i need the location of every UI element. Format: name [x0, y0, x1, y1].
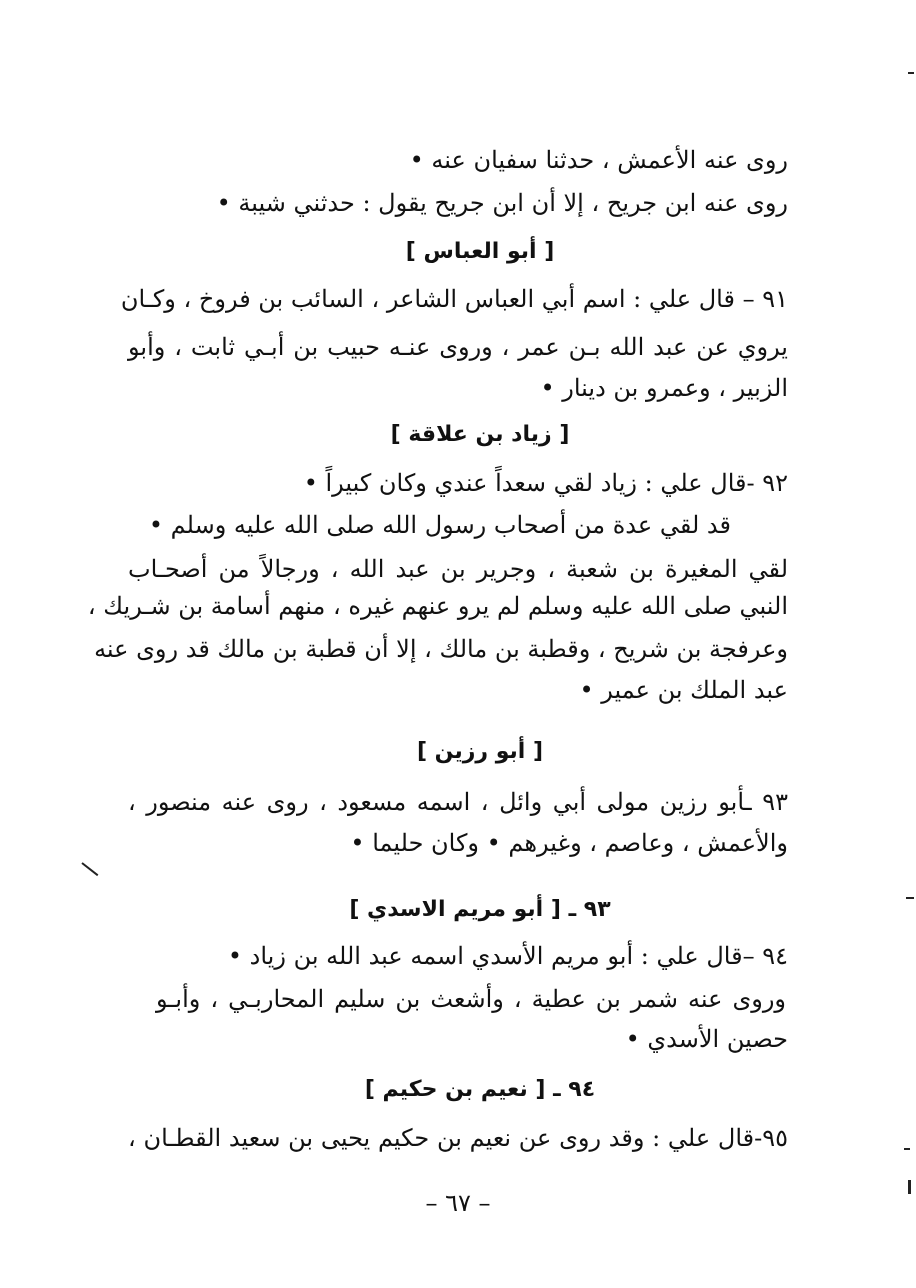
text-line-9: النبي صلى الله عليه وسلم لم يرو عنهم غيره ، منهم أسامة بن شـريك ،: [87, 592, 788, 620]
scan-mark: [81, 862, 98, 876]
text-line-16: حصين الأسدي •: [625, 1025, 788, 1053]
scan-mark: [906, 897, 914, 899]
section-heading-abu-razin: [ أبو رزين ]: [416, 739, 544, 764]
text-line-12: ٩٣ ـأبو رزين مولى أبي وائل ، اسمه مسعود ، روى عنه منصور ،: [128, 788, 788, 816]
text-line-13: والأعمش ، وعاصم ، وغيرهم • وكان حليما •: [350, 829, 788, 857]
scan-mark: [908, 72, 914, 74]
text-line-8: لقي المغيرة بن شعبة ، وجرير بن عبد الله ، ورجالاً من أصحـاب: [128, 555, 788, 583]
page-number: – ٦٧ –: [425, 1189, 491, 1217]
text-line-4: يروي عن عبد الله بـن عمر ، وروى عنـه حبيب بن أبـي ثابت ، وأبو: [128, 333, 788, 361]
section-heading-abu-maryam: ٩٣ ـ [ أبو مريم الاسدي ]: [349, 897, 611, 922]
text-line-17: ٩٥-قال علي : وقد روى عن نعيم بن حكيم يحيى بن سعيد القطـان ،: [128, 1124, 788, 1152]
text-line-6: ٩٢ -قال علي : زياد لقي سعداً عندي وكان كبيراً •: [303, 469, 788, 497]
text-line-15: وروى عنه شمر بن عطية ، وأشعث بن سليم المحاربـي ، وأبـو: [156, 985, 786, 1013]
section-heading-nuaym: ٩٤ ـ [ نعيم بن حكيم ]: [364, 1077, 596, 1102]
text-line-3: ٩١ – قال علي : اسم أبي العباس الشاعر ، السائب بن فروخ ، وكـان: [120, 285, 788, 313]
text-line-5: الزبير ، وعمرو بن دينار •: [540, 374, 788, 402]
text-line-7: قد لقي عدة من أصحاب رسول الله صلى الله عليه وسلم •: [148, 511, 731, 539]
text-line-1: روى عنه الأعمش ، حدثنا سفيان عنه •: [409, 146, 788, 174]
section-heading-ziyad: [ زياد بن علاقة ]: [390, 422, 570, 447]
text-line-14: ٩٤ –قال علي : أبو مريم الأسدي اسمه عبد الله بن زياد •: [227, 942, 788, 970]
scan-mark: [904, 1148, 910, 1150]
scan-mark: [908, 1180, 911, 1194]
text-line-10: وعرفجة بن شريح ، وقطبة بن مالك ، إلا أن قطبة بن مالك قد روى عنه: [94, 635, 788, 663]
text-line-2: روى عنه ابن جريح ، إلا أن ابن جريح يقول : حدثني شيبة •: [216, 189, 788, 217]
text-line-11: عبد الملك بن عمير •: [579, 676, 788, 704]
section-heading-abu-al-abbas: [ أبو العباس ]: [405, 239, 555, 264]
